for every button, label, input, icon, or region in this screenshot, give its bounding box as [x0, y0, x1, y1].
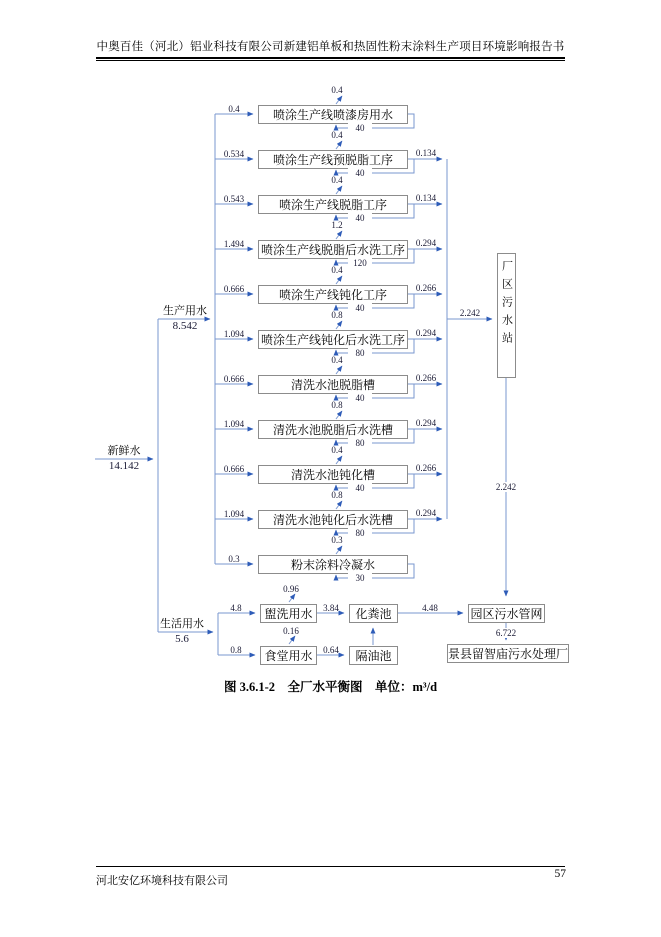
process-box: 喷涂生产线喷漆房用水 — [258, 105, 408, 124]
process-box: 喷涂生产线脱脂后水洗工序 — [258, 240, 408, 259]
evaporation-value: 0.4 — [331, 355, 343, 365]
input-value: 1.494 — [223, 239, 245, 249]
canteen-evaporation-value: 0.16 — [283, 626, 299, 636]
process-box: 清洗水池钝化槽 — [258, 465, 408, 484]
station-inflow-value: 2.242 — [459, 308, 481, 318]
output-value: 0.266 — [415, 463, 437, 473]
sewage-station-box: 厂区污水站 — [497, 253, 516, 378]
sewage-network-box: 园区污水管网 — [468, 604, 545, 623]
evaporation-value: 0.4 — [331, 85, 343, 95]
recirculation-value: 40 — [348, 303, 372, 313]
output-value: 0.294 — [415, 418, 437, 428]
footer-company: 河北安亿环境科技有限公司 — [96, 875, 228, 887]
process-box: 清洗水池钝化后水洗槽 — [258, 510, 408, 529]
domestic-water-label: 生活用水 — [160, 618, 204, 630]
input-value: 1.094 — [223, 329, 245, 339]
header-rule — [96, 57, 565, 61]
fresh-water-label: 新鲜水 — [107, 445, 141, 457]
process-box: 喷涂生产线钝化工序 — [258, 285, 408, 304]
wash-input-value: 4.8 — [230, 603, 242, 613]
recirculation-value: 40 — [348, 393, 372, 403]
evaporation-value: 0.4 — [331, 265, 343, 275]
input-value: 0.666 — [223, 464, 245, 474]
output-value: 0.294 — [415, 238, 437, 248]
evaporation-value: 0.4 — [331, 445, 343, 455]
output-value: 0.266 — [415, 283, 437, 293]
input-value: 0.534 — [223, 149, 245, 159]
network-outflow-value: 6.722 — [486, 628, 526, 638]
evaporation-value: 0.4 — [331, 130, 343, 140]
recirculation-value: 40 — [348, 168, 372, 178]
production-water-label: 生产用水 — [163, 305, 207, 317]
production-water-value: 8.542 — [172, 320, 198, 332]
evaporation-value: 0.3 — [331, 535, 343, 545]
canteen-input-value: 0.8 — [230, 645, 242, 655]
wash-evaporation-value: 0.96 — [283, 584, 299, 594]
recirculation-value: 40 — [348, 123, 372, 133]
wash-output-value: 3.84 — [323, 603, 339, 613]
output-value: 0.294 — [415, 508, 437, 518]
process-box: 清洗水池脱脂槽 — [258, 375, 408, 394]
evaporation-value: 1.2 — [331, 220, 343, 230]
grease-trap-box: 隔油池 — [349, 646, 398, 665]
process-box: 粉末涂料冷凝水 — [258, 555, 408, 574]
page-number: 57 — [554, 868, 566, 880]
input-value: 0.4 — [228, 104, 240, 114]
output-value: 0.266 — [415, 373, 437, 383]
input-value: 1.094 — [223, 509, 245, 519]
footer-rule — [96, 866, 565, 867]
process-box: 喷涂生产线钝化后水洗工序 — [258, 330, 408, 349]
evaporation-value: 0.4 — [331, 175, 343, 185]
recirculation-value: 80 — [348, 438, 372, 448]
input-value: 0.3 — [228, 554, 240, 564]
canteen-output-value: 0.64 — [323, 645, 339, 655]
figure-caption: 图 3.6.1-2 全厂水平衡图 单位：m³/d — [223, 680, 438, 694]
input-value: 1.094 — [223, 419, 245, 429]
recirculation-value: 120 — [348, 258, 372, 268]
evaporation-value: 0.8 — [331, 310, 343, 320]
recirculation-value: 40 — [348, 483, 372, 493]
domestic-water-value: 5.6 — [175, 633, 189, 645]
evaporation-value: 0.8 — [331, 490, 343, 500]
output-value: 0.134 — [415, 148, 437, 158]
septic-output-value: 4.48 — [422, 603, 438, 613]
process-box: 清洗水池脱脂后水洗槽 — [258, 420, 408, 439]
septic-tank-box: 化粪池 — [349, 604, 398, 623]
recirculation-value: 30 — [348, 573, 372, 583]
station-outflow-value: 2.242 — [486, 482, 526, 492]
evaporation-value: 0.8 — [331, 400, 343, 410]
fresh-water-value: 14.142 — [108, 460, 140, 472]
recirculation-value: 80 — [348, 528, 372, 538]
output-value: 0.294 — [415, 328, 437, 338]
input-value: 0.666 — [223, 374, 245, 384]
process-box: 喷涂生产线预脱脂工序 — [258, 150, 408, 169]
page-header-title: 中奥百佳（河北）铝业科技有限公司新建铝单板和热固性粉末涂料生产项目环境影响报告书 — [96, 41, 565, 53]
wash-water-box: 盥洗用水 — [260, 604, 317, 623]
process-box: 喷涂生产线脱脂工序 — [258, 195, 408, 214]
output-value: 0.134 — [415, 193, 437, 203]
input-value: 0.666 — [223, 284, 245, 294]
recirculation-value: 80 — [348, 348, 372, 358]
treatment-plant-box: 景县留智庙污水处理厂 — [447, 644, 569, 663]
input-value: 0.543 — [223, 194, 245, 204]
canteen-water-box: 食堂用水 — [260, 646, 317, 665]
recirculation-value: 40 — [348, 213, 372, 223]
